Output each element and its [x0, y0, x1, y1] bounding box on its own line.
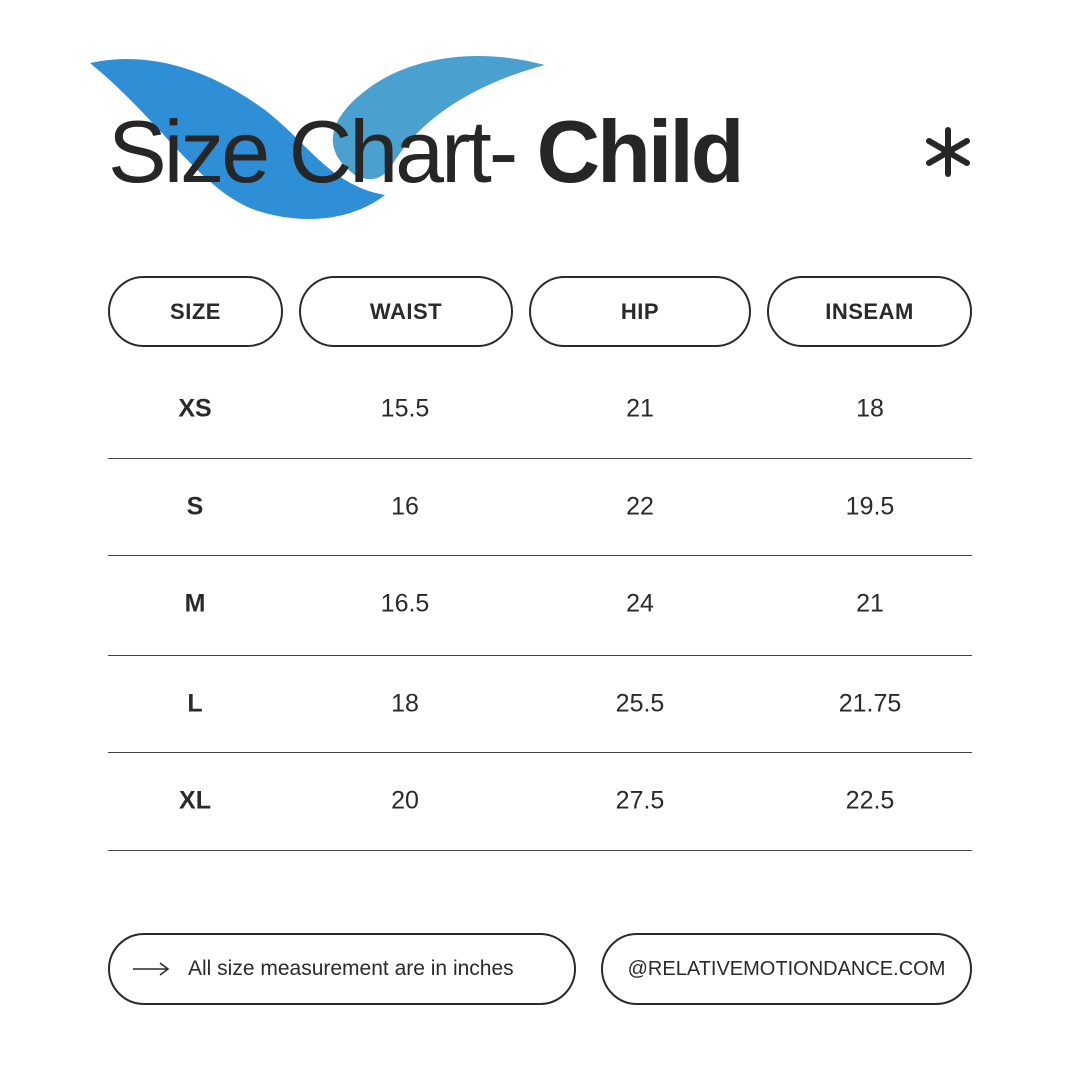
table-cell-size: S [186, 492, 204, 521]
table-cell-inseam: 22.5 [845, 786, 895, 815]
header-inseam [767, 276, 972, 347]
table-cell-waist: 20 [391, 786, 419, 815]
arrow-right-icon [132, 961, 170, 977]
asterisk-icon [922, 126, 974, 178]
table-cell-waist: 18 [391, 689, 419, 718]
table-cell-inseam: 19.5 [845, 492, 895, 521]
table-cell-waist: 16 [391, 492, 419, 521]
table-cell-hip: 27.5 [615, 786, 665, 815]
table-cell-inseam: 18 [856, 394, 884, 423]
table-cell-waist: 15.5 [380, 394, 430, 423]
table-cell-size: L [187, 689, 203, 718]
table-cell-size: M [184, 589, 206, 618]
header-waist-label: WAIST [369, 298, 443, 324]
table-cell-inseam: 21 [856, 589, 884, 618]
row-divider [108, 850, 972, 851]
table-cell-size: XL [179, 786, 211, 815]
row-divider [108, 655, 972, 656]
website-link-text[interactable]: @RELATIVEMOTIONDANCE.COM [627, 957, 946, 980]
title-bold: Child [536, 102, 742, 201]
website-link[interactable] [601, 933, 972, 1005]
table-cell-hip: 25.5 [615, 689, 665, 718]
measurement-note-text: All size measurement are in inches [188, 957, 514, 980]
measurement-note [108, 933, 576, 1005]
header-hip-label: HIP [620, 298, 660, 324]
table-cell-waist: 16.5 [380, 589, 430, 618]
row-divider [108, 555, 972, 556]
header-size [108, 276, 283, 347]
title-regular: Size Chart- [108, 102, 516, 201]
row-divider [108, 458, 972, 459]
table-cell-hip: 21 [626, 394, 654, 423]
page-title [108, 100, 742, 204]
table-cell-size: XS [178, 394, 212, 423]
header-inseam-label: INSEAM [825, 298, 914, 324]
table-cell-inseam: 21.75 [838, 689, 902, 718]
table-cell-hip: 24 [626, 589, 654, 618]
header-size-label: SIZE [170, 298, 221, 324]
table-cell-hip: 22 [626, 492, 654, 521]
header-hip [529, 276, 751, 347]
row-divider [108, 752, 972, 753]
header-waist [299, 276, 513, 347]
